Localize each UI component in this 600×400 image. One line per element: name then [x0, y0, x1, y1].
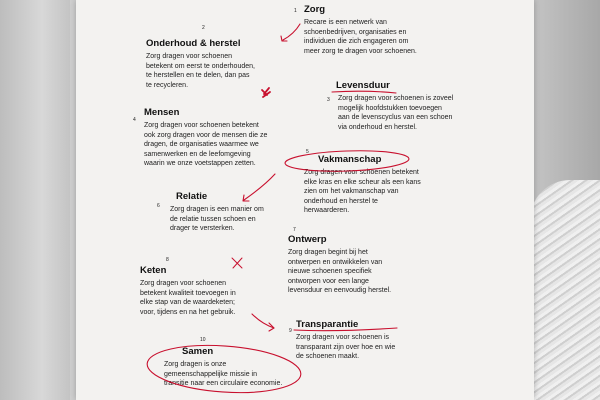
section-body: Zorg dragen voor schoenen betekent elke kras en elke scheur als een kans zien om het vakmanschap van onderhoud en herstel te herwaarderen.	[304, 169, 421, 215]
section-body: Zorg dragen begint bij het ontwerpen en ontwikkelen van nieuwe schoenen specifiek ontworpen voor een lange levensduur en eenvoudig herstel.	[288, 249, 392, 295]
section-title: Keten	[140, 265, 167, 276]
section-body: Zorg dragen voor schoenen betekent ook zorg dragen voor de mensen die ze dragen, de organisaties waarmee we samenwerken en de leefomgeving waarin we onze voetstappen zetten.	[144, 122, 268, 168]
section-number: 7	[293, 227, 296, 233]
arrow-keten-to-transparantie	[252, 314, 274, 328]
background-left	[0, 0, 70, 400]
section-body: Zorg dragen is een manier om de relatie tussen schoen en drager te versterken.	[170, 206, 264, 233]
section-number: 1	[294, 8, 297, 14]
section-title: Vakmanschap	[318, 154, 382, 165]
section-title: Zorg	[304, 4, 326, 15]
section-title: Onderhoud & herstel	[146, 38, 241, 49]
section-body: Zorg dragen voor schoenen betekent om eerst te onderhouden, te herstellen en te delen, dan pas te recycleren.	[146, 53, 255, 89]
underline-transparantie	[294, 328, 397, 331]
section-title: Transparantie	[296, 319, 359, 330]
section-number: 2	[202, 25, 205, 31]
section-number: 5	[306, 149, 309, 155]
section-title: Mensen	[144, 107, 180, 118]
section-number: 8	[166, 257, 169, 263]
red-annotations	[76, 0, 534, 400]
manifesto-sheet	[76, 0, 534, 400]
arrow-zorg-to-onderhoud	[283, 24, 300, 40]
underline-levensduur	[332, 91, 396, 93]
cross-mark	[232, 258, 242, 268]
section-body: Zorg dragen is onze gemeenschappelijke missie in transitie naar een circulaire economie.	[164, 361, 283, 388]
arrow-to-relatie	[244, 174, 275, 200]
person-sleeve	[530, 180, 600, 400]
circle-samen	[146, 341, 303, 398]
section-body: Zorg dragen voor schoenen betekent kwaliteit toevoegen in elke stap van de waardeketen; voor, tijdens en na het gebruik.	[140, 280, 236, 316]
section-body: Zorg dragen voor schoenen is zoveel mogelijk hoofdstukken toevoegen aan de levenscyclus van een schoen via onderhoud en herstel.	[338, 95, 454, 131]
section-title: Samen	[182, 346, 214, 357]
circle-vakmanschap	[285, 149, 410, 173]
section-body: Zorg dragen voor schoenen is transparant zijn over hoe en wie de schoenen maakt.	[296, 334, 396, 361]
section-number: 4	[133, 117, 136, 123]
section-title: Ontwerp	[288, 234, 327, 245]
section-number: 6	[157, 203, 160, 209]
section-title: Relatie	[176, 191, 208, 202]
scribble-mark	[262, 88, 270, 97]
section-number: 10	[200, 337, 206, 343]
section-number: 3	[327, 97, 330, 103]
section-number: 9	[289, 328, 292, 334]
section-body: Recare is een netwerk van schoenbedrijven, organisaties en individuen die zich engageren om meer zorg te dragen voor schoenen.	[304, 19, 417, 55]
section-title: Levensduur	[336, 80, 390, 91]
